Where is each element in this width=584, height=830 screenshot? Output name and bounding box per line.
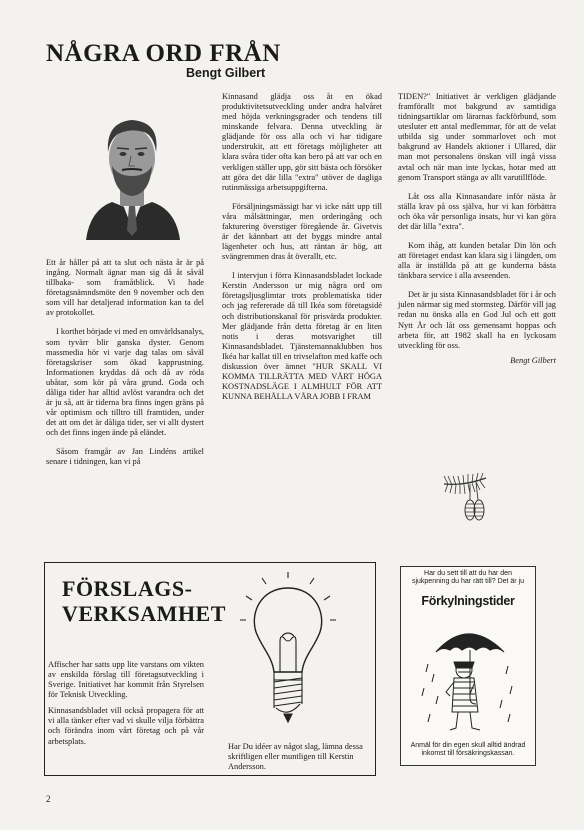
paragraph: I korthet började vi med en omvärldsanalys, som tyvärr blir ganska dyster. Genom massmedia hör vi varje dag talas om såväl företagskriser som ökad kapprustning. Informationen kryddas då och då av röda ubåtar, som kör på våra grund. Goda och dåliga tider har alltid avlöst varandra och det är ju så, att är tiderna bra finns ingen gräns på vår optimism och tilltro till framtiden, under det att om det är dåliga tider, ser vi allt dystert och det finns ingen ände på eländet. bbox=[46, 327, 204, 438]
suggestions-title bbox=[62, 576, 226, 627]
paragraph: Kinnasand glädja oss åt en ökad produktivitetsutveckling under andra halvåret med höjda verkningsgrader och tendens till minskande felvara. Denna utveckling är glädjande för oss alla och vi har tidigare understrukit, att ett företags möjligheter att klara svåra tider ofta kan bero på att var och en verkligen ställer upp, gör sitt bästa och försöker att göra det där lilla "extra" utöver de dagliga rutinmässiga arbetsuppgifterna. bbox=[222, 92, 383, 192]
paragraph: Låt oss alla Kinnasandare inför nästa år ställa krav på oss själva, hur vi kan förbättra och öka vår personliga insats, hur vi kan göra det där lilla "extra". bbox=[398, 191, 556, 231]
page-number: 2 bbox=[46, 794, 51, 804]
suggestions-text bbox=[48, 660, 204, 753]
article-column-1 bbox=[46, 258, 204, 476]
suggestions-contact-text: Har Du idéer av något slag, lämna dessa skriftligen eller muntligen till Kerstin Andersson. bbox=[228, 742, 363, 772]
paragraph: Affischer har satts upp lite varstans om vikten av enskilda förslag till företagsutveckling i Sverige. Initiativet har kommit från Styrelsen för Teknisk Utveckling. bbox=[48, 660, 204, 700]
portrait-photo bbox=[82, 102, 182, 240]
article-column-3 bbox=[398, 92, 556, 366]
ad-brand: Förkylningstider bbox=[421, 594, 515, 608]
article-column-2 bbox=[222, 92, 382, 411]
pine-branch-icon bbox=[440, 470, 492, 530]
article-title: NÅGRA ORD FRÅN bbox=[46, 40, 281, 67]
umbrella-figure-icon bbox=[412, 614, 524, 738]
suggestions-title-line-2: VERKSAMHET bbox=[62, 601, 226, 627]
paragraph: Ett år håller på att ta slut och nästa år är på ingång. Normalt ägnar man sig då åt såväl tillbaka- som framåtblick. Vi hade företagsnämndsmöte den 9 november och den som vill har detaljerad information kan ta del av protokollet. bbox=[46, 258, 204, 318]
ad-bottom-text: Anmäl för din egen skull alltid ändrad inkomst till försäkringskassan. bbox=[410, 742, 526, 758]
paragraph: Försäljningsmässigt har vi icke nått upp till våra målsättningar, men orderingång och fakturering överstiger föregående år. Givetvis är det kännbart att det byggs mindre antal lägenheter och hus, att räntan är hög, att svängremmen dras åt överallt, etc. bbox=[222, 201, 382, 262]
paragraph: Det är ju sista Kinnasandsbladet för i år och julen närmar sig med stormsteg. Därför vill jag redan nu önska alla en God Jul och ett gott Nytt År och låt oss gemensamt hoppas och arbeta för, att 1982 skall ha en lyckosam utveckling för oss. bbox=[398, 290, 556, 350]
paragraph: TIDEN?" Initiativet är verkligen glädjande framförallt mot bakgrund av samtidiga tidningsartiklar om lärarnas fackförbund, som utesluter ett antal medlemmar, för att de velat utbilda sig under sommarlovet och mot bakgrund av Handels aktioner i Ullared, där man mot personalens önskan vill ingå vissa avtal och när man inte lyckas, hotar med att genom Transport stänga av allt varutillflöde. bbox=[398, 92, 556, 182]
paragraph: Kom ihåg, att kunden betalar Din lön och att företaget endast kan klara sig i längden, om alla är inställda på att ge kunderna bästa tänkbara service i alla avseenden. bbox=[398, 241, 556, 281]
lightbulb-icon bbox=[236, 572, 340, 734]
paragraph: Kinnasandsbladet vill också propagera för att vi alla tänker efter vad vi skulle vilja förbättra och förändra inom vårt företag och på vår arbetsplats. bbox=[48, 706, 204, 746]
suggestions-title-line-1: FÖRSLAGS- bbox=[62, 576, 193, 601]
article-byline: Bengt Gilbert bbox=[186, 66, 266, 80]
paragraph: Såsom framgår av Jan Lindéns artikel senare i tidningen, kan vi på bbox=[46, 447, 204, 467]
ad-top-text: Har du sett till att du har den sjukpenning du har rätt till? Det är ju bbox=[411, 570, 525, 586]
signature: Bengt Gilbert bbox=[510, 355, 556, 365]
paragraph: I intervjun i förra Kinnasandsbladet lockade Kerstin Andersson ur mig några ord om företagsljusglimtar trots problematiska tider och jag refererade då till Ikéa som företagsidé och distributionskanal för prisvärda produkter. Mer glädjande från detta företag är en liten notis i deras motsvarighet till Kinnasandsbladet. Tjänstemannaklubben hos Ikéa har kallat till en trivselafton med kaffe och diskussion över ämnet "HUR SKALL VI KOMMA TILLRÄTTA MED VÅRT HÖGA KOSTNADSLÄGE I ALMHULT FÖR ATT KUNNA BEHÅLLA VÅRA JOBB I FRAM bbox=[222, 271, 382, 402]
